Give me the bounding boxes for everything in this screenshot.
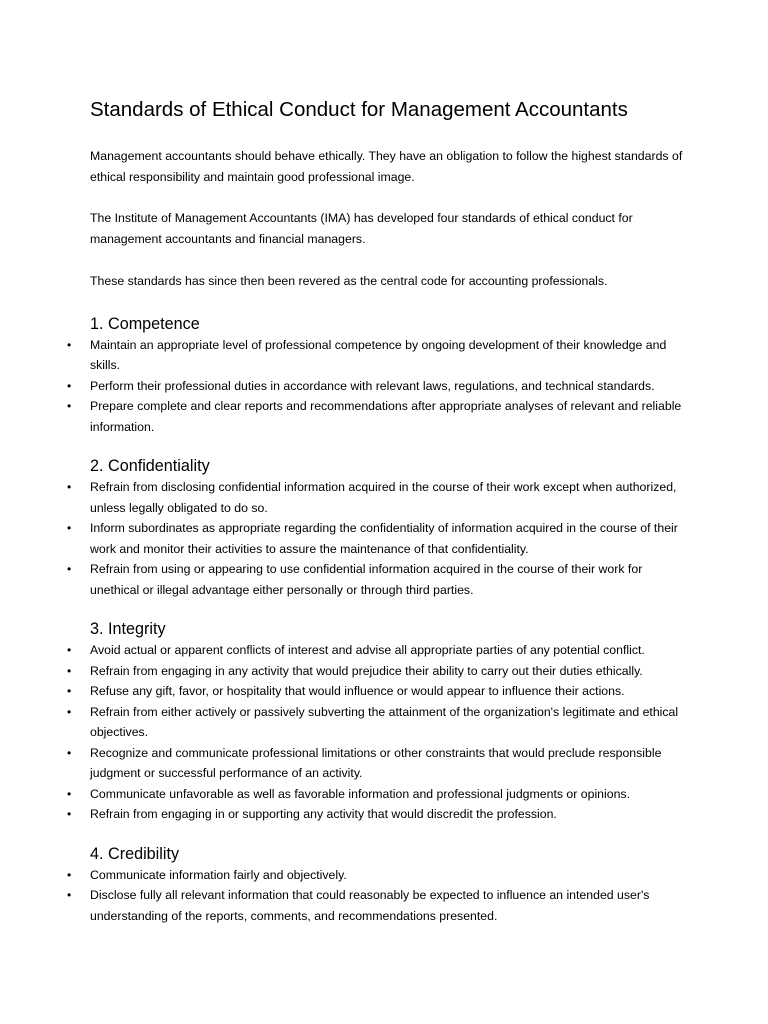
list-item-text: Disclose fully all relevant information that could reasonably be expected to influence an intended user's understanding of the reports, comments, and recommendations presented. (90, 888, 650, 923)
intro-paragraph: Management accountants should behave ethically. They have an obligation to follow the highest standards of ethical responsibility and maintain good professional image. (90, 149, 683, 184)
list-item-text: Communicate unfavorable as well as favorable information and professional judgments or opinions. (90, 786, 630, 801)
list-item (67, 559, 690, 600)
intro-paragraph: These standards has since then been revered as the central code for accounting professionals. (90, 273, 608, 288)
list-item (67, 477, 690, 518)
list-item-text: Prepare complete and clear reports and recommendations after appropriate analyses of relevant and reliable information. (90, 399, 682, 434)
bullet-icon: • (67, 663, 72, 678)
section-heading-integrity: 3. Integrity (90, 620, 166, 639)
bullet-list-confidentiality (67, 477, 690, 600)
list-item-text: Maintain an appropriate level of professional competence by ongoing development of their knowledge and skills. (90, 337, 667, 373)
section-heading-confidentiality: 2. Confidentiality (90, 457, 210, 476)
list-item (67, 376, 690, 397)
bullet-icon: • (67, 562, 72, 577)
list-item (67, 335, 690, 376)
section-heading-credibility: 4. Credibility (90, 844, 180, 863)
list-item (67, 743, 690, 784)
bullet-icon: • (67, 399, 72, 414)
list-item (67, 885, 690, 926)
list-item-text: Refrain from disclosing confidential information acquired in the course of their work except when authorized, unless legally obligated to do so. (90, 480, 677, 515)
list-item (67, 784, 690, 805)
bullet-icon: • (67, 745, 72, 760)
intro-paragraph: The Institute of Management Accountants (IMA) has developed four standards of ethical conduct for management accountants and financial managers. (90, 211, 633, 247)
bullet-list-competence (67, 335, 690, 438)
list-item (67, 640, 690, 661)
list-item (67, 681, 690, 702)
list-item (67, 661, 690, 682)
document-body (67, 96, 690, 944)
list-item-text: Recognize and communicate professional limitations or other constraints that would preclude responsible judgment or successful performance of an activity. (90, 745, 662, 781)
list-item (67, 518, 690, 559)
list-item (67, 702, 690, 743)
list-item (67, 804, 690, 825)
bullet-icon: • (67, 867, 72, 882)
bullet-icon: • (67, 684, 72, 699)
section-heading-competence: 1. Competence (90, 314, 200, 333)
list-item-text: Refrain from engaging in any activity that would prejudice their ability to carry out their duties ethically. (90, 663, 643, 678)
list-item (67, 865, 690, 886)
bullet-icon: • (67, 480, 72, 495)
bullet-icon: • (67, 807, 72, 822)
bullet-list-credibility (67, 865, 690, 927)
bullet-icon: • (67, 704, 72, 719)
list-item-text: Refrain from either actively or passively subverting the attainment of the organization's legitimate and ethical objectives. (90, 704, 679, 740)
list-item-text: Communicate information fairly and objectively. (90, 867, 347, 882)
document-title: Standards of Ethical Conduct for Management Accountants (90, 98, 628, 121)
bullet-icon: • (67, 378, 72, 393)
list-item-text: Perform their professional duties in accordance with relevant laws, regulations, and technical standards. (90, 378, 655, 393)
list-item (67, 396, 690, 437)
list-item-text: Avoid actual or apparent conflicts of interest and advise all appropriate parties of any potential conflict. (90, 643, 645, 658)
list-item-text: Refrain from using or appearing to use confidential information acquired in the course of their work for unethical or illegal advantage either personally or through third parties. (90, 562, 643, 597)
list-item-text: Inform subordinates as appropriate regarding the confidentiality of information acquired in the course of their work and monitor their activities to assure the maintenance of that confidentiality. (90, 521, 678, 556)
list-item-text: Refuse any gift, favor, or hospitality that would influence or would appear to influence their actions. (90, 684, 625, 699)
bullet-icon: • (67, 337, 72, 352)
bullet-icon: • (67, 521, 72, 536)
bullet-icon: • (67, 786, 72, 801)
list-item-text: Refrain from engaging in or supporting any activity that would discredit the profession. (90, 807, 557, 822)
bullet-icon: • (67, 888, 72, 903)
bullet-list-integrity (67, 640, 690, 825)
bullet-icon: • (67, 643, 72, 658)
